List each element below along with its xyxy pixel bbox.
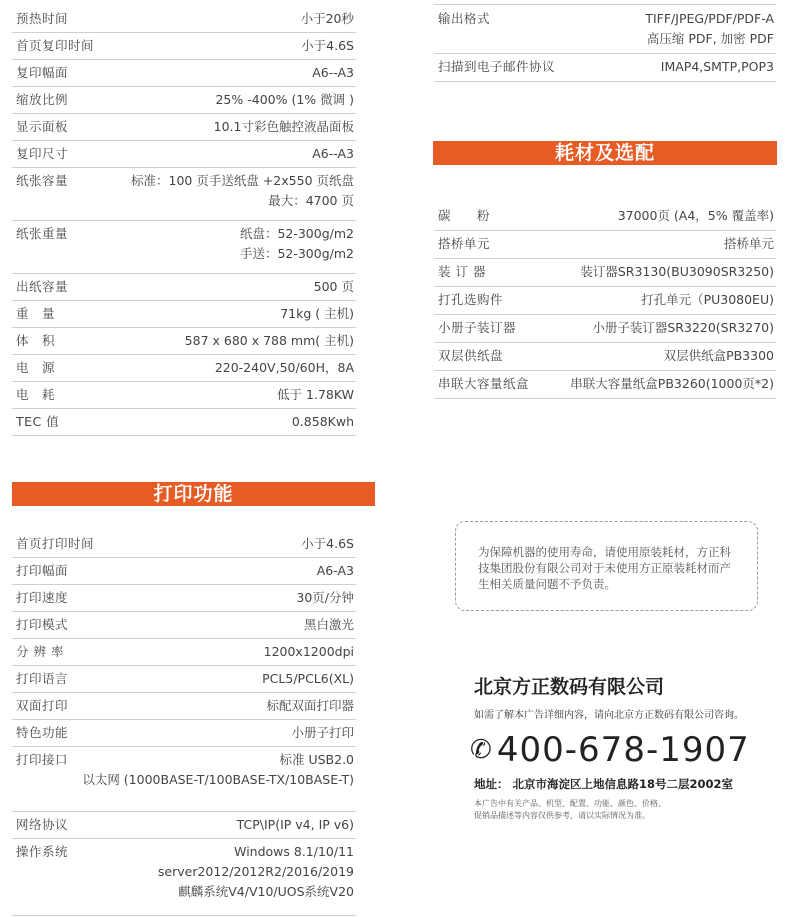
spec-row xyxy=(12,611,356,639)
disclaimer-line-1: 本广告中有关产品、机型、配置、功能、颜色、价格、 xyxy=(474,799,666,808)
spec-label: 碳 粉 xyxy=(438,208,491,223)
spec-value-line: 1200x1200dpi xyxy=(263,644,354,659)
spec-value-line: 30页/分钟 xyxy=(296,590,354,605)
spec-row xyxy=(12,381,356,409)
spec-row xyxy=(12,838,356,916)
spec-row xyxy=(12,584,356,612)
supplies-section-banner: 耗材及选配 xyxy=(433,141,777,165)
spec-value-line: 10.1寸彩色触控液晶面板 xyxy=(213,119,354,134)
spec-value xyxy=(240,224,354,264)
spec-value-line: TIFF/JPEG/PDF/PDF-A xyxy=(645,11,774,26)
spec-label: 装 订 器 xyxy=(438,264,486,279)
spec-value-line: 手送：52-300g/m2 xyxy=(239,246,354,261)
spec-value-line: 黑白激光 xyxy=(303,617,354,632)
spec-value xyxy=(82,750,354,790)
spec-value xyxy=(237,815,354,835)
company-info xyxy=(462,660,772,830)
spec-value-line: 搭桥单元 xyxy=(723,236,774,251)
spec-label: 首页复印时间 xyxy=(16,38,95,53)
company-address: 地址： 北京市海淀区上地信息路18号二层2002室 xyxy=(474,777,734,791)
spec-label: 双面打印 xyxy=(16,698,69,713)
spec-label: 电 源 xyxy=(16,360,56,375)
spec-label: 输出格式 xyxy=(438,11,491,26)
genuine-supplies-notice: 为保障机器的使用寿命，请使用原装耗材，方正科技集团股份有限公司对于未使用方正原装耗材而产生相关质量问题不予负责。 xyxy=(455,521,758,611)
spec-value xyxy=(661,57,774,77)
spec-value xyxy=(215,358,354,378)
spec-value xyxy=(296,588,354,608)
spec-value-line: 高压缩 PDF, 加密 PDF xyxy=(646,31,774,46)
spec-row xyxy=(12,273,356,301)
scan-table xyxy=(434,0,776,90)
spec-row xyxy=(12,300,356,328)
spec-value xyxy=(264,642,354,662)
spec-label: 特色功能 xyxy=(16,725,69,740)
spec-label: 显示面板 xyxy=(16,119,69,134)
spec-label: 打印速度 xyxy=(16,590,69,605)
spec-value-line: 71kg ( 主机) xyxy=(280,306,354,321)
spec-label: 电 耗 xyxy=(16,387,56,402)
spec-value xyxy=(304,615,354,635)
spec-value-line: server2012/2012R2/2016/2019 xyxy=(157,864,354,879)
spec-value-line: 标准：100 页手送纸盘 +2x550 页纸盘 xyxy=(131,173,354,188)
spec-value-line: 小于4.6S xyxy=(301,536,354,551)
spec-row xyxy=(434,53,776,82)
spec-value-line: 25% -400% (1% 微调 ) xyxy=(215,92,354,107)
spec-value-line: 0.858Kwh xyxy=(291,414,354,429)
spec-row xyxy=(12,327,356,355)
spec-label: 复印幅面 xyxy=(16,65,69,80)
spec-value xyxy=(301,9,354,29)
spec-label: 预热时间 xyxy=(16,11,69,26)
spec-label: 串联大容量纸盒 xyxy=(438,376,530,391)
spec-label: 缩放比例 xyxy=(16,92,69,107)
spec-value-line: IMAP4,SMTP,POP3 xyxy=(660,59,774,74)
spec-label: 打印语言 xyxy=(16,671,69,686)
spec-row xyxy=(12,638,356,666)
spec-value-line: Windows 8.1/10/11 xyxy=(234,844,354,859)
spec-row xyxy=(12,811,356,839)
disclaimer-line-2: 促销品描述等内容仅供参考，请以实际情况为准。 xyxy=(474,811,650,820)
spec-row xyxy=(12,59,356,87)
spec-value-line: 双层供纸盒PB3300 xyxy=(663,348,774,363)
spec-label: 操作系统 xyxy=(16,844,69,859)
spec-label: 纸张重量 xyxy=(16,226,69,241)
spec-row xyxy=(12,167,356,221)
spec-label: 分 辨 率 xyxy=(16,644,64,659)
spec-value-line: 小于4.6S xyxy=(301,38,354,53)
spec-value-line: A6-A3 xyxy=(316,563,354,578)
spec-label: 小册子装订器 xyxy=(438,320,517,335)
spec-row xyxy=(12,32,356,60)
spec-value-line: 纸盘：52-300g/m2 xyxy=(239,226,354,241)
spec-row xyxy=(434,230,776,259)
spec-value xyxy=(312,144,354,164)
spec-row xyxy=(12,86,356,114)
spec-label: TEC 值 xyxy=(16,414,60,429)
spec-value xyxy=(266,696,354,716)
spec-value-line: 587 x 680 x 788 mm( 主机) xyxy=(184,333,354,348)
spec-row xyxy=(12,354,356,382)
spec-row xyxy=(12,530,356,558)
spec-value-line: 打孔单元（PU3080EU) xyxy=(641,292,774,307)
spec-label: 首页打印时间 xyxy=(16,536,95,551)
print-table xyxy=(12,530,356,915)
spec-value-line: 220-240V,50/60H，8A xyxy=(214,360,354,375)
phone-number: 400-678-1907 xyxy=(496,730,750,770)
spec-value xyxy=(570,374,774,394)
spec-value xyxy=(214,117,354,137)
spec-label: 打印模式 xyxy=(16,617,69,632)
spec-row xyxy=(12,557,356,585)
spec-row xyxy=(12,746,356,812)
spec-row xyxy=(434,370,776,399)
spec-label: 扫描到电子邮件协议 xyxy=(438,59,556,74)
spec-label: 出纸容量 xyxy=(16,279,69,294)
spec-value xyxy=(277,385,354,405)
spec-value xyxy=(592,318,774,338)
spec-row xyxy=(12,408,356,436)
spec-row xyxy=(12,665,356,693)
spec-value xyxy=(301,534,354,554)
spec-value xyxy=(291,723,354,743)
spec-row xyxy=(434,202,776,231)
supplies-table xyxy=(434,202,776,402)
spec-value-line: 低于 1.78KW xyxy=(277,387,354,402)
spec-value xyxy=(185,331,354,351)
spec-value xyxy=(641,290,774,310)
consult-text: 如需了解本广告详细内容，请向北京方正数码有限公司咨询。 xyxy=(474,710,744,721)
spec-label: 重 量 xyxy=(16,306,56,321)
spec-row xyxy=(434,342,776,371)
spec-table xyxy=(12,0,356,440)
spec-value xyxy=(131,171,354,211)
hotline xyxy=(470,730,750,770)
spec-row xyxy=(12,719,356,747)
spec-label: 复印尺寸 xyxy=(16,146,69,161)
spec-value-line: 500 页 xyxy=(313,279,354,294)
spec-row xyxy=(434,5,776,54)
spec-value xyxy=(280,304,354,324)
spec-value-line: A6--A3 xyxy=(312,146,354,161)
spec-label: 双层供纸盘 xyxy=(438,348,504,363)
spec-value xyxy=(724,234,774,254)
spec-value-line: 串联大容量纸盒PB3260(1000页*2) xyxy=(570,376,774,391)
spec-row xyxy=(12,692,356,720)
spec-value xyxy=(645,9,774,49)
company-name: 北京方正数码有限公司 xyxy=(474,676,665,698)
spec-row xyxy=(434,286,776,315)
spec-row xyxy=(434,258,776,287)
disclaimer xyxy=(474,798,666,822)
spec-value xyxy=(262,669,354,689)
spec-value xyxy=(317,561,354,581)
spec-value xyxy=(158,842,354,902)
spec-label: 体 积 xyxy=(16,333,56,348)
spec-value xyxy=(580,262,774,282)
spec-value-line: 最大：4700 页 xyxy=(268,193,354,208)
spec-value xyxy=(292,412,354,432)
spec-value-line: 以太网 (1000BASE-T/100BASE-TX/10BASE-T) xyxy=(82,772,354,787)
spec-label: 网络协议 xyxy=(16,817,69,832)
spec-row xyxy=(12,5,356,33)
spec-value-line: 小册子装订器SR3220(SR3270) xyxy=(592,320,774,335)
spec-label: 纸张容量 xyxy=(16,173,69,188)
spec-label: 搭桥单元 xyxy=(438,236,491,251)
spec-value xyxy=(664,346,774,366)
spec-value-line: 标配双面打印器 xyxy=(266,698,354,713)
spec-row xyxy=(434,314,776,343)
spec-value xyxy=(618,206,774,226)
spec-value xyxy=(314,277,354,297)
spec-value-line: PCL5/PCL6(XL) xyxy=(262,671,354,686)
spec-value-line: 标准 USB2.0 xyxy=(279,752,354,767)
spec-value xyxy=(301,36,354,56)
spec-value xyxy=(215,90,354,110)
spec-label: 打印幅面 xyxy=(16,563,69,578)
spec-value-line: 麒麟系统V4/V10/UOS系统V20 xyxy=(178,884,354,899)
spec-value-line: 小于20秒 xyxy=(300,11,354,26)
spec-value-line: 37000页 (A4，5% 覆盖率) xyxy=(617,208,774,223)
print-section-banner: 打印功能 xyxy=(12,482,375,506)
spec-label: 打孔选购件 xyxy=(438,292,504,307)
spec-row xyxy=(12,113,356,141)
spec-value xyxy=(312,63,354,83)
spec-row xyxy=(12,140,356,168)
spec-value-line: A6--A3 xyxy=(312,65,354,80)
spec-value-line: 小册子打印 xyxy=(291,725,354,740)
phone-icon: ✆ xyxy=(470,735,492,765)
spec-row xyxy=(12,220,356,274)
spec-value-line: 装订器SR3130(BU3090SR3250) xyxy=(580,264,774,279)
spec-value-line: TCP\IP(IP v4, IP v6) xyxy=(236,817,354,832)
spec-label: 打印接口 xyxy=(16,752,69,767)
